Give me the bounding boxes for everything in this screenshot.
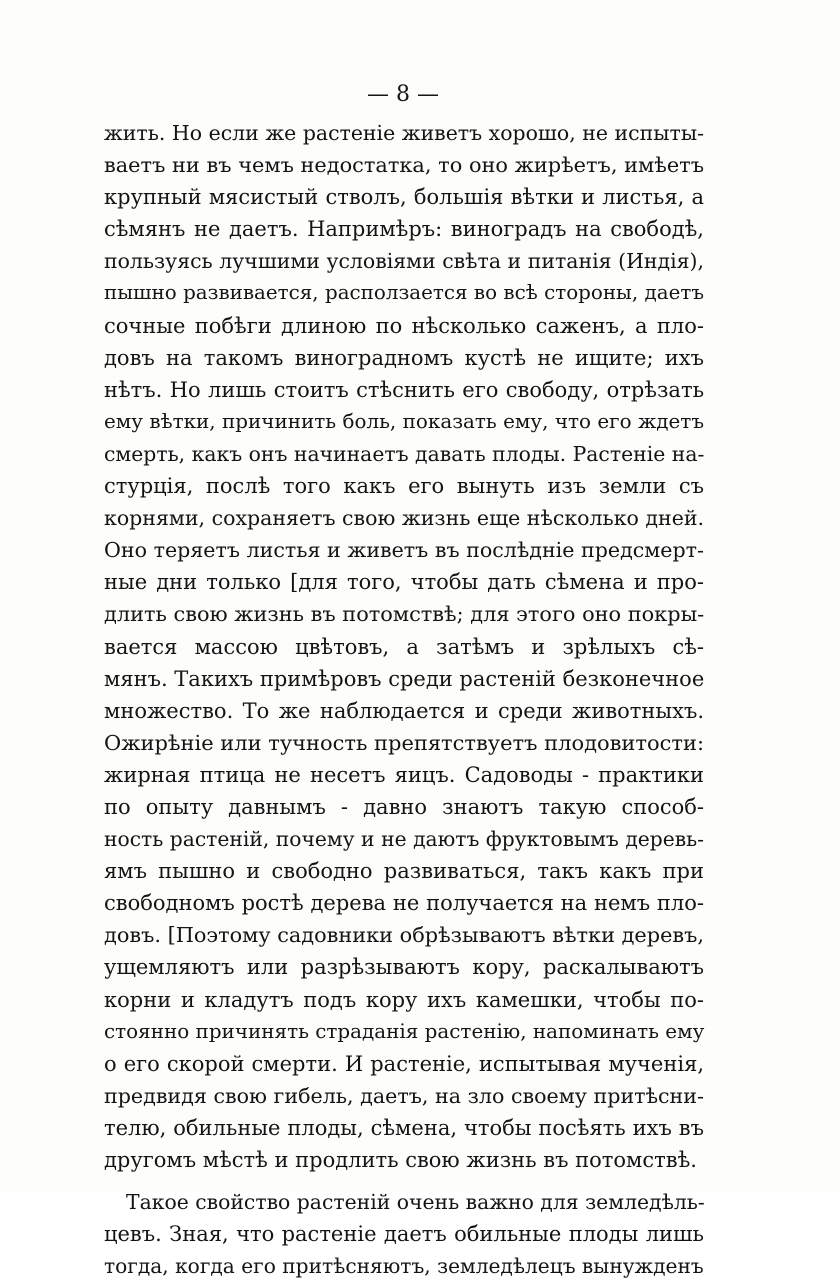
text-line: о его скорой смерти. И растеніе, испытывая мученія, (104, 1051, 704, 1076)
text-line: по опыту давнымъ - давно знаютъ такую способ- (104, 794, 704, 819)
text-line: пользуясь лучшими условіями свѣта и питанія (Индія), (104, 249, 704, 274)
text-line: пышно развивается, расползается во всѣ стороны, даетъ (104, 281, 704, 305)
text-line: жирная птица не несетъ яицъ. Садоводы - практики (104, 762, 704, 787)
text-line: длить свою жизнь въ потомствѣ; для этого оно покры- (104, 602, 705, 627)
text-line: нѣтъ. Но лишь стоитъ стѣснить его свободу, отрѣзать (104, 377, 704, 402)
text-line: корнями, сохраняетъ свою жизнь еще нѣсколько дней. (104, 506, 705, 531)
text-line: телю, обильные плоды, сѣмена, чтобы посѣять ихъ въ (104, 1115, 704, 1140)
text-line: ваетъ ни въ чемъ недостатка, то оно жирѣетъ, имѣетъ (104, 153, 704, 178)
text-line: ные дни только [для того, чтобы дать сѣмена и про- (104, 570, 704, 595)
text-line: сочные побѣги длиною по нѣсколько саженъ, а пло- (104, 313, 704, 338)
text-line: ямъ пышно и свободно развиваться, такъ какъ при (104, 859, 704, 884)
body-text (104, 117, 704, 1282)
text-line: сѣмянъ не даетъ. Напримѣръ: виноградъ на свободѣ, (104, 217, 704, 242)
text-line: смерть, какъ онъ начинаетъ давать плоды. Растеніе на- (104, 441, 705, 466)
text-line: жить. Но если же растеніе живетъ хорошо, не испыты- (104, 121, 704, 145)
paragraph (104, 117, 704, 1176)
text-line: цевъ. Зная, что растеніе даетъ обильные плоды лишь (104, 1222, 704, 1247)
text-line: вается массою цвѣтовъ, а затѣмъ и зрѣлыхъ сѣ- (104, 634, 704, 659)
text-line: ность растеній, почему и не даютъ фруктовымъ деревь- (104, 827, 704, 852)
text-line: ему вѣтки, причинить боль, показать ему, что его ждетъ (104, 409, 704, 433)
text-line: стурція, послѣ того какъ его вынуть изъ земли съ (104, 474, 704, 499)
text-line: предвидя свою гибель, даетъ, на зло своему притѣсни- (104, 1083, 704, 1108)
text-line: корни и кладутъ подъ кору ихъ камешки, чтобы по- (104, 987, 704, 1012)
text-line: тогда, когда его притѣсняютъ, земледѣлецъ вынужденъ (104, 1254, 704, 1279)
text-line: множество. То же наблюдается и среди животныхъ. (104, 698, 704, 723)
text-line: крупный мясистый стволъ, большія вѣтки и листья, а (104, 185, 704, 210)
text-line: стоянно причинять страданія растенію, напоминать ему (104, 1019, 705, 1043)
page-number: — 8 — (367, 82, 439, 107)
text-line: ущемляютъ или разрѣзываютъ кору, раскалываютъ (104, 955, 704, 980)
text-line: мянъ. Такихъ примѣровъ среди растеній безконечное (104, 666, 705, 691)
text-line: довъ. [Поэтому садовники обрѣзываютъ вѣтки деревъ, (104, 923, 704, 948)
text-line: Такое свойство растеній очень важно для земледѣль- (126, 1190, 705, 1215)
paragraph (104, 1186, 704, 1282)
text-line: свободномъ ростѣ дерева не получается на немъ пло- (104, 891, 704, 916)
text-line: довъ на такомъ виноградномъ кустѣ не ищите; ихъ (104, 345, 704, 370)
text-line: Ожирѣніе или тучность препятствуетъ плодовитости: (104, 730, 705, 755)
text-line: Оно теряетъ листья и живетъ въ послѣдніе предсмерт- (104, 538, 704, 563)
paragraph-gap (104, 1176, 704, 1186)
text-line: другомъ мѣстѣ и продлить свою жизнь въ потомствѣ. (104, 1148, 697, 1172)
